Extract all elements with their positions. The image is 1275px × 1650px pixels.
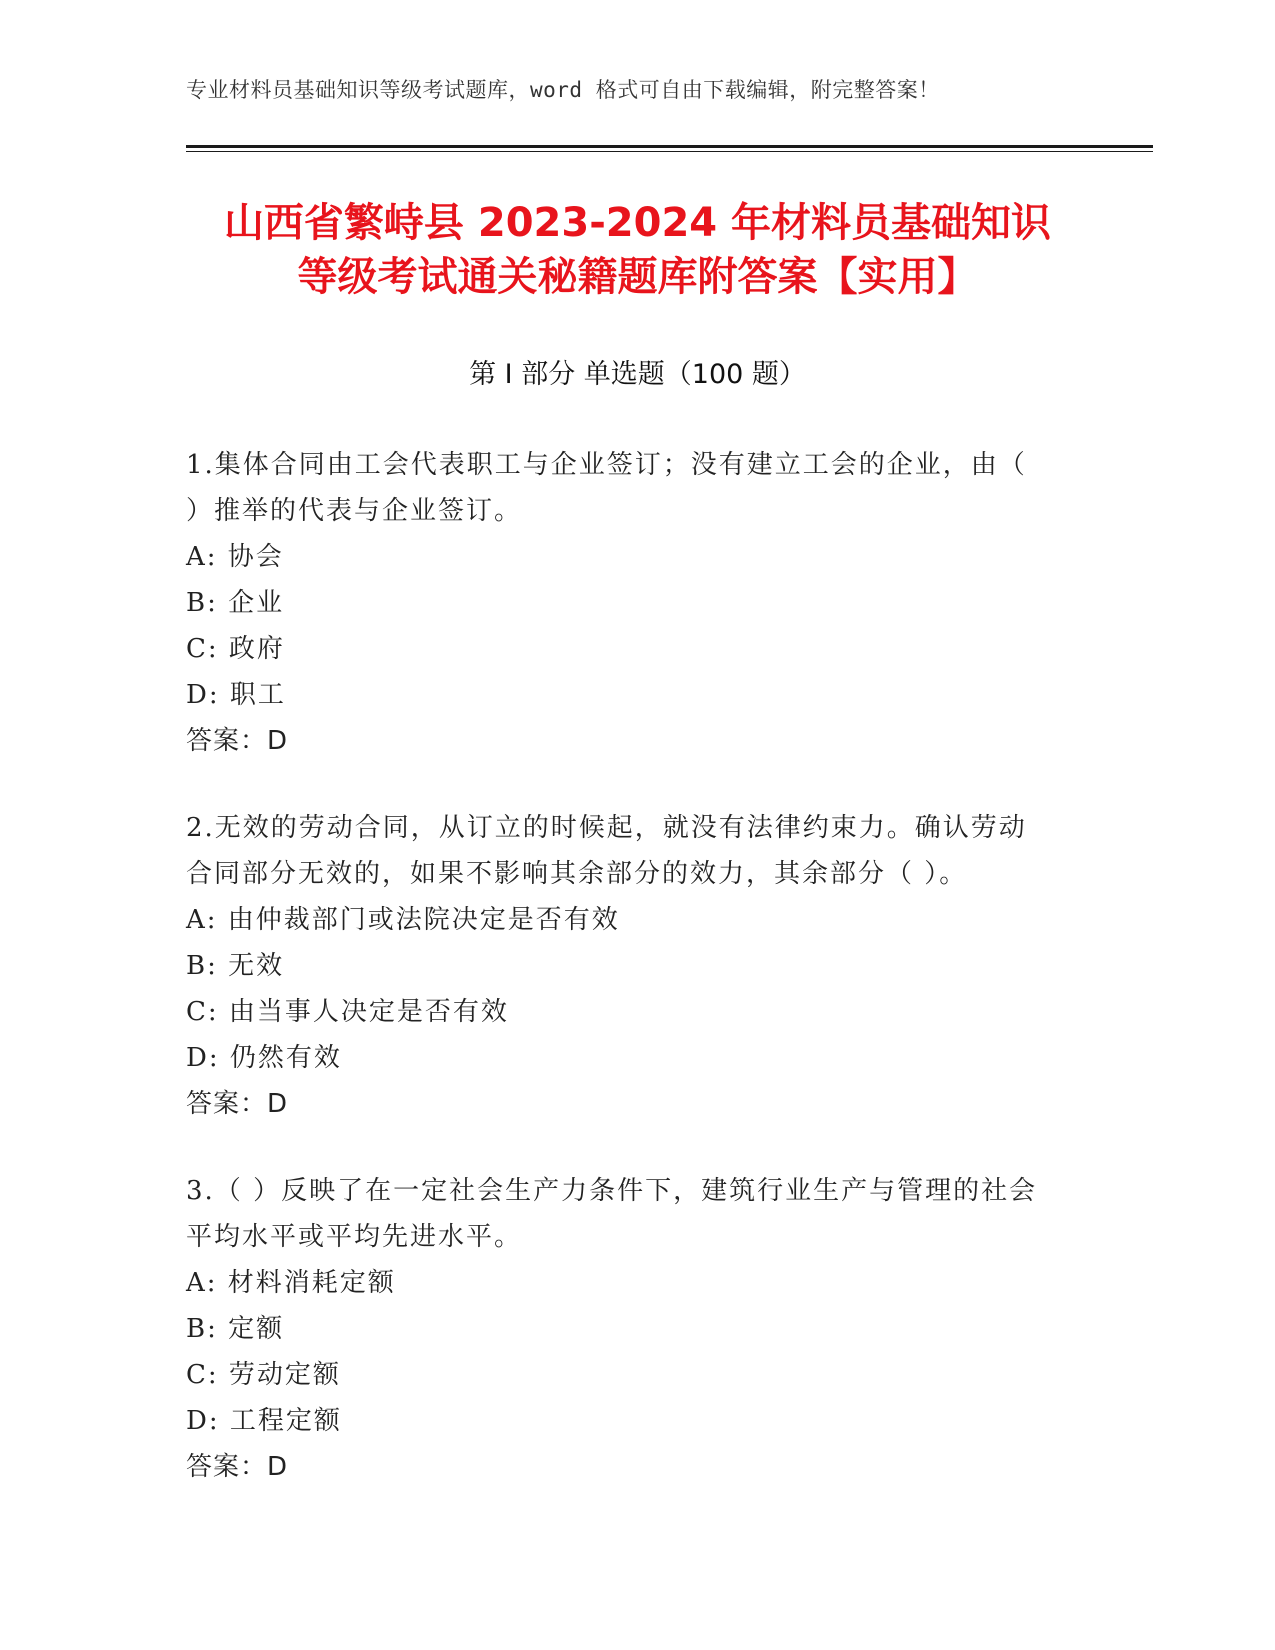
- option-d: D: 职工: [186, 680, 286, 710]
- document-title: [150, 196, 1125, 304]
- title-line-1: 山西省繁峙县 2023-2024 年材料员基础知识: [223, 200, 1052, 246]
- option-c: C: 劳动定额: [186, 1360, 341, 1390]
- option-d: D: 工程定额: [186, 1406, 342, 1436]
- answer: 答案：D: [186, 726, 289, 756]
- answer: 答案：D: [186, 1089, 289, 1119]
- page-header-note: 专业材料员基础知识等级考试题库，word 格式可自由下载编辑，附完整答案！: [186, 78, 940, 102]
- option-c: C: 由当事人决定是否有效: [186, 997, 509, 1027]
- option-c: C: 政府: [186, 634, 285, 664]
- question-stem: 1.集体合同由工会代表职工与企业签订；没有建立工会的企业，由（: [186, 450, 1027, 480]
- option-a: A: 协会: [186, 542, 284, 572]
- question-block: [186, 805, 1086, 1127]
- title-line-2: 等级考试通关秘籍题库附答案【实用】: [297, 254, 978, 300]
- header-rule-thin: [186, 151, 1153, 152]
- question-stem: 合同部分无效的，如果不影响其余部分的效力，其余部分（ ）。: [186, 859, 968, 889]
- question-stem: 3.（ ）反映了在一定社会生产力条件下，建筑行业生产与管理的社会: [186, 1176, 1038, 1206]
- option-a: A: 由仲裁部门或法院决定是否有效: [186, 905, 620, 935]
- question-block: [186, 1168, 1086, 1490]
- section-heading: 第 I 部分 单选题（100 题）: [469, 359, 806, 390]
- question-block: [186, 442, 1086, 764]
- option-b: B: 企业: [186, 588, 285, 618]
- option-b: B: 定额: [186, 1314, 285, 1344]
- question-stem: 2.无效的劳动合同，从订立的时候起，就没有法律约束力。确认劳动: [186, 813, 1027, 843]
- option-b: B: 无效: [186, 951, 285, 981]
- option-a: A: 材料消耗定额: [186, 1268, 396, 1298]
- question-stem: ）推举的代表与企业签订。: [186, 496, 523, 526]
- answer: 答案：D: [186, 1452, 289, 1482]
- option-d: D: 仍然有效: [186, 1043, 342, 1073]
- header-rule-thick: [186, 145, 1153, 148]
- question-stem: 平均水平或平均先进水平。: [186, 1222, 523, 1252]
